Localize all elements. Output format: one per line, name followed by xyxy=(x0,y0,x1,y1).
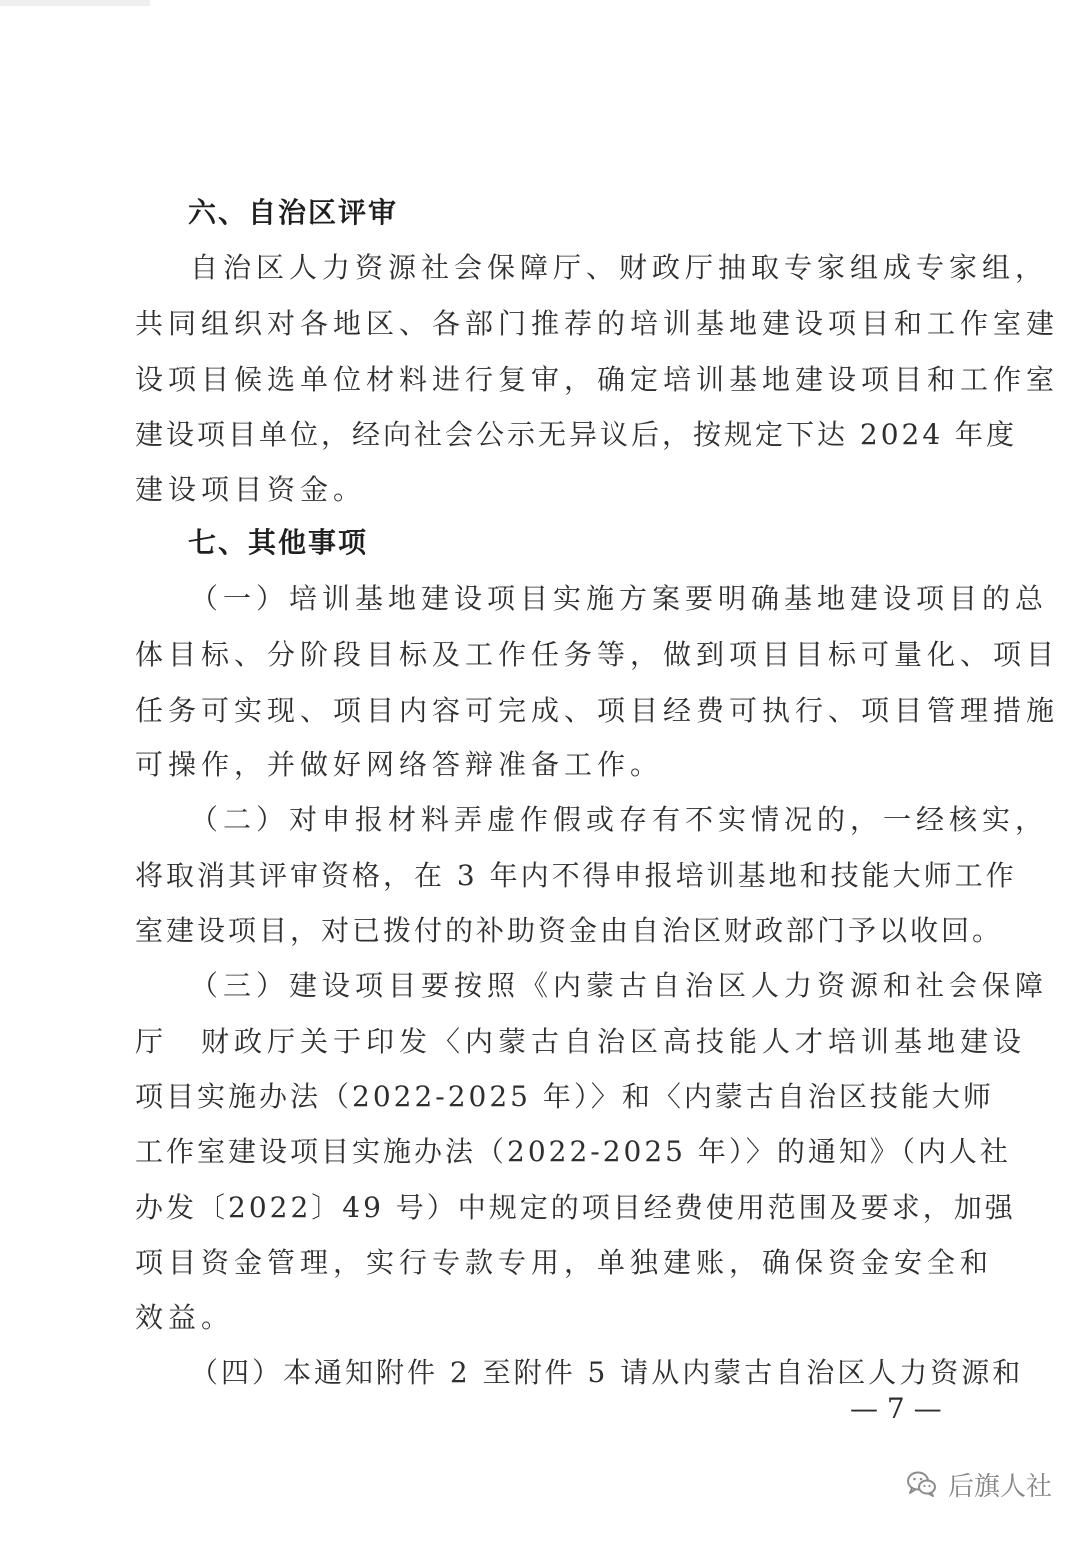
item-3-line-7: 效益。 xyxy=(135,1301,235,1334)
section-6-line-5: 建设项目资金。 xyxy=(135,473,367,506)
section-6-line-1: 自治区人力资源社会保障厅、财政厅抽取专家组成专家组， xyxy=(190,251,1049,284)
item-3-line-4: 工作室建设项目实施办法（2022-2025 年）〉的通知》（内人社 xyxy=(135,1135,1011,1168)
item-3-line-6: 项目资金管理，实行专款专用，单独建账，确保资金安全和 xyxy=(135,1246,994,1279)
item-3-line-2: 厅 财政厅关于印发〈内蒙古自治区高技能人才培训基地建设 xyxy=(135,1025,1027,1058)
wechat-watermark xyxy=(906,1464,1052,1504)
item-3-line-1: （三）建设项目要按照《内蒙古自治区人力资源和社会保障 xyxy=(190,969,1049,1002)
section-6-line-2: 共同组织对各地区、各部门推荐的培训基地建设项目和工作室建 xyxy=(135,307,1060,340)
item-2-line-1: （二）对申报材料弄虚作假或存有不实情况的，一经核实， xyxy=(190,803,1049,836)
section-6-line-3: 设项目候选单位材料进行复审，确定培训基地建设项目和工作室 xyxy=(135,363,1060,396)
section-6-line-4: 建设项目单位，经向社会公示无异议后，按规定下达 2024 年度 xyxy=(135,418,1018,451)
item-2-line-2: 将取消其评审资格，在 3 年内不得申报培训基地和技能大师工作 xyxy=(135,859,1017,892)
item-4-line-1: （四）本通知附件 2 至附件 5 请从内蒙古自治区人力资源和 xyxy=(190,1356,1024,1389)
wechat-icon xyxy=(906,1469,938,1499)
section-7-heading: 七、其他事项 xyxy=(188,526,369,559)
watermark-text: 后旗人社 xyxy=(948,1471,1053,1502)
item-1-line-3: 任务可实现、项目内容可完成、项目经费可执行、项目管理措施 xyxy=(135,694,1060,727)
item-1-line-1: （一）培训基地建设项目实施方案要明确基地建设项目的总 xyxy=(190,582,1049,615)
page-number: — 7 — xyxy=(850,1392,942,1425)
item-1-line-4: 可操作，并做好网络答辩准备工作。 xyxy=(135,748,664,781)
item-2-line-3: 室建设项目，对已拨付的补助资金由自治区财政部门予以收回。 xyxy=(135,914,1004,947)
item-3-line-5: 办发〔2022〕49 号）中规定的项目经费使用范围及要求，加强 xyxy=(135,1191,1016,1224)
item-1-line-2: 体目标、分阶段目标及工作任务等，做到项目目标可量化、项目 xyxy=(135,638,1060,671)
section-6-heading: 六、自治区评审 xyxy=(188,196,399,229)
item-3-line-3: 项目实施办法（2022-2025 年）〉和〈内蒙古自治区技能大师 xyxy=(135,1080,994,1113)
